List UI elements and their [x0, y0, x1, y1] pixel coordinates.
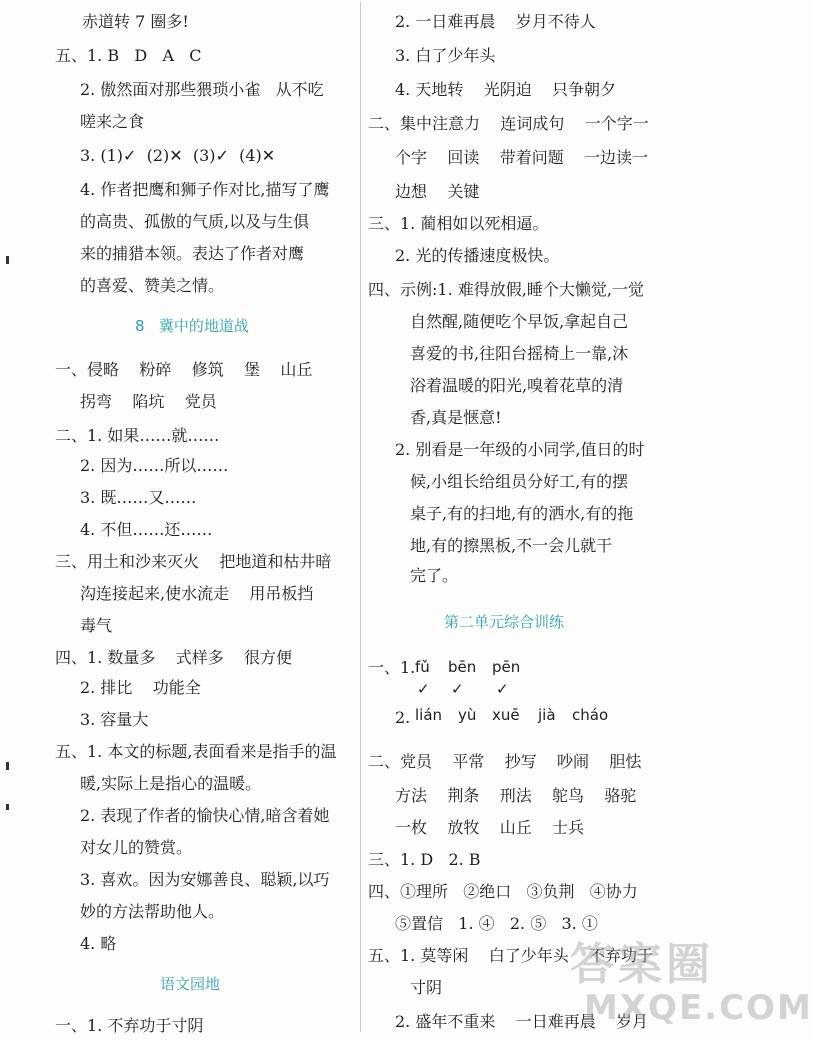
left-answer-line: 对女儿的赞赏。 — [80, 838, 193, 857]
section-heading: 第二单元综合训练 — [444, 613, 565, 631]
left-answer-line: 一、1. 不弃功于寸阴 — [55, 1016, 204, 1035]
pinyin-1-2: pēn — [492, 658, 521, 676]
scan-mark — [6, 256, 9, 264]
right-answer-line: 三、1. D 2. B — [368, 850, 481, 869]
left-answer-line: 2. 表现了作者的愉快心情,暗含着她 — [80, 806, 330, 825]
left-answer-line: 的喜爱、赞美之情。 — [80, 276, 225, 295]
left-answer-line: 2. 因为……所以…… — [80, 456, 229, 475]
left-answer-line: 妙的方法帮助他人。 — [80, 902, 225, 921]
watermark-top: 答案圈 — [570, 939, 714, 990]
right-column — [360, 0, 756, 1040]
section-heading: 语文园地 — [160, 975, 221, 993]
right-answer-line: 二、党员 平常 抄写 吵闹 胆怯 — [368, 752, 642, 771]
left-answer-line: 的高贵、孤傲的气质,以及与生俱 — [80, 212, 310, 231]
left-answer-line: 暖,实际上是指心的温暖。 — [80, 774, 262, 793]
left-answer-line: 赤道转 7 圈多! — [82, 12, 189, 31]
pinyin-1-0: fǔ — [415, 658, 430, 676]
pinyin-2-1: yù — [458, 706, 477, 724]
watermark-logo — [560, 928, 813, 1036]
section-heading: 8 冀中的地道战 — [135, 317, 249, 335]
right-answer-line: 二、集中注意力 连词成句 一个字一 — [368, 114, 649, 133]
tick-1: ✓ — [417, 680, 430, 698]
right-answer-line: 方法 荆条 刑法 鸵鸟 骆驼 — [395, 786, 637, 805]
left-answer-line: 毒气 — [80, 616, 113, 635]
left-answer-line: 3. 既……又…… — [80, 488, 197, 507]
right-answer-line: 四、示例:1. 难得放假,睡个大懒觉,一觉 — [368, 280, 644, 299]
right-answer-line: 五、1. 莫等闲 白了少年头 不弃功于 — [368, 946, 654, 965]
left-answer-line: 拐弯 陷坑 党员 — [80, 392, 217, 411]
left-answer-line: 4. 作者把鹰和狮子作对比,描写了鹰 — [80, 180, 330, 199]
left-answer-line: 4. 略 — [80, 934, 117, 953]
left-answer-line: 四、1. 数量多 式样多 很方便 — [55, 648, 293, 667]
pinyin-2-4: cháo — [572, 706, 609, 724]
right-answer-line: 喜爱的书,往阳台摇椅上一靠,沐 — [410, 344, 629, 363]
right-answer-line: 完了。 — [410, 566, 459, 585]
left-answer-line: 三、用土和沙来灭火 把地道和枯井暗 — [55, 552, 332, 571]
right-answer-line: 桌子,有的扫地,有的洒水,有的拖 — [410, 504, 634, 523]
right-answer-line: 三、1. 蔺相如以死相逼。 — [368, 214, 549, 233]
right-answer-line: 候,小组长给组员分好工,有的摆 — [410, 472, 629, 491]
right-answer-line: 四、①理所 ②绝口 ③负荆 ④协力 — [368, 882, 638, 901]
left-answer-line: 4. 不但……还…… — [80, 520, 213, 539]
tick-3: ✓ — [496, 680, 509, 698]
right-answer-line: 自然醒,随便吃个早饭,拿起自己 — [410, 312, 629, 331]
left-answer-line: 来的捕猎本领。表达了作者对鹰 — [80, 244, 305, 263]
left-answer-line: 3. (1)✓ (2)✕ (3)✓ (4)✕ — [80, 146, 276, 165]
left-answer-line: 2. 排比 功能全 — [80, 678, 201, 697]
right-answer-line: 寸阴 — [410, 978, 443, 997]
right-answer-line: 2. 盛年不重来 一日难再晨 岁月 — [395, 1012, 649, 1031]
right-answer-line: 3. 白了少年头 — [395, 46, 496, 65]
left-answer-line: 二、1. 如果……就…… — [55, 426, 220, 445]
scan-mark — [6, 804, 9, 810]
pinyin-2-2: xuē — [492, 706, 520, 724]
right-answer-line: 地,有的擦黑板,不一会儿就干 — [410, 536, 613, 555]
left-answer-line: 五、1. 本文的标题,表面看来是指手的温 — [55, 742, 337, 761]
pinyin-2-0: lián — [415, 706, 443, 724]
right-answer-line: 2. 一日难再晨 岁月不待人 — [395, 12, 596, 31]
right-answer-line: 2. 光的传播速度极快。 — [395, 246, 560, 265]
right-answer-line: ⑤置信 1. ④ 2. ⑤ 3. ① — [395, 914, 598, 933]
right-answer-line: 2. — [395, 708, 411, 727]
pinyin-1-1: bēn — [448, 658, 477, 676]
left-answer-line: 3. 容量大 — [80, 710, 149, 729]
right-answer-line: 2. 别看是一年级的小同学,值日的时 — [395, 440, 645, 459]
tick-2: ✓ — [451, 680, 464, 698]
right-answer-line: 香,真是惬意! — [410, 408, 502, 427]
watermark-bottom: MXQE.COM — [584, 988, 813, 1028]
scan-mark — [6, 762, 9, 770]
pinyin-2-3: jià — [538, 706, 556, 724]
left-answer-line: 五、1. B D A C — [55, 46, 202, 65]
left-answer-line: 2. 傲然面对那些猥琐小雀 从不吃 — [80, 80, 324, 99]
right-answer-line: 边想 关键 — [395, 182, 480, 201]
right-answer-line: 一枚 放牧 山丘 士兵 — [395, 818, 585, 837]
left-answer-line: 3. 喜欢。因为安娜善良、聪颖,以巧 — [80, 870, 330, 889]
left-column — [0, 0, 360, 1040]
right-answer-line: 一、1. — [368, 658, 416, 677]
right-answer-line: 浴着温暖的阳光,嗅着花草的清 — [410, 376, 624, 395]
right-answer-line: 个字 回读 带着问题 一边读一 — [395, 148, 649, 167]
left-answer-line: 一、侵略 粉碎 修筑 堡 山丘 — [55, 360, 313, 379]
left-answer-line: 沟连接起来,使水流走 用吊板挡 — [80, 584, 314, 603]
left-answer-line: 嗟来之食 — [80, 112, 145, 131]
right-answer-line: 4. 天地转 光阴迫 只争朝夕 — [395, 80, 617, 99]
